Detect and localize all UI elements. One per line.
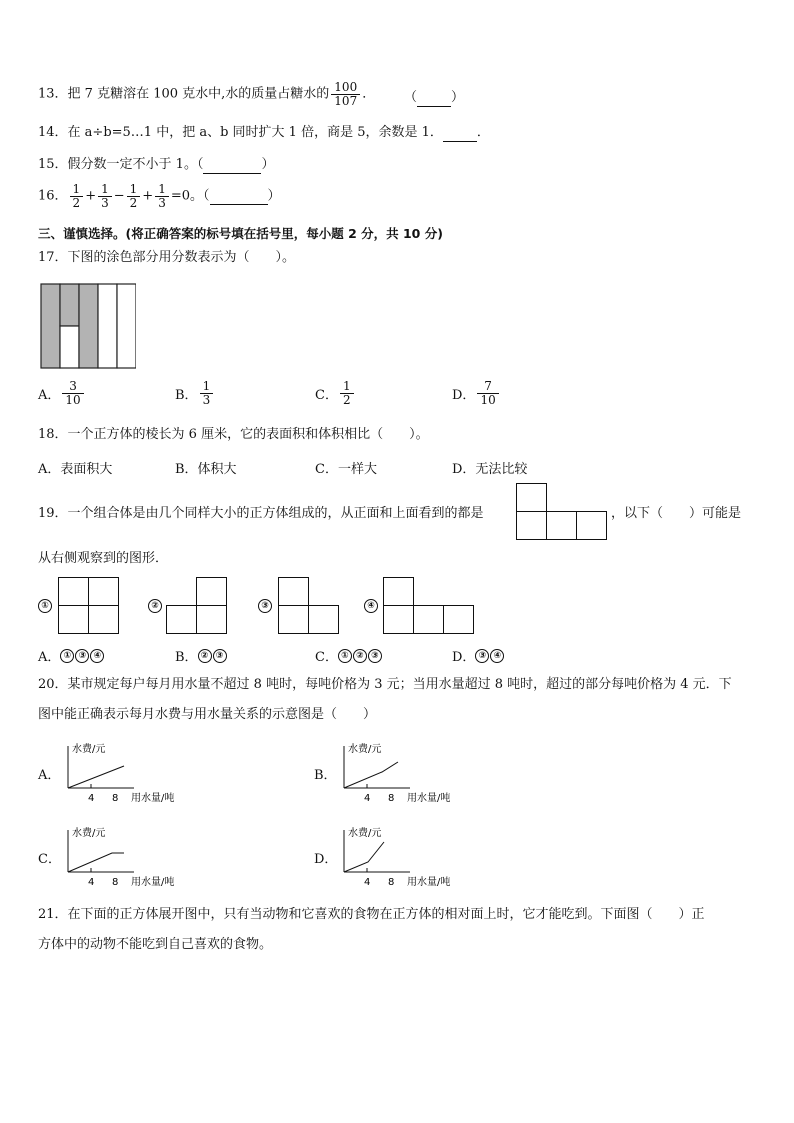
q16-f4-num: 1	[158, 182, 166, 196]
q13-paren-open: （	[404, 90, 418, 105]
q18-option-c[interactable]: C．一样大	[315, 462, 377, 477]
q16-f3-num: 1	[129, 182, 138, 196]
q15-end: ）	[261, 157, 275, 172]
q20-a-tick-8: 8	[112, 793, 119, 804]
q20-b-ylabel: 水费/元	[348, 744, 382, 755]
q19-line-1a: 19．一个组合体是由几个同样大小的正方体组成的，从正面和上面看到的都是	[38, 506, 484, 521]
q17-option-c[interactable]	[315, 380, 356, 407]
q17-a-letter: A．	[38, 388, 61, 403]
q16-label: 16．	[38, 188, 68, 204]
q18-option-b[interactable]: B．体积大	[175, 462, 237, 477]
q13-paren-close: ）	[451, 90, 465, 105]
question-17: 17．下图的涂色部分用分数表示为（ ）。	[38, 250, 296, 265]
q20-d-line	[344, 842, 384, 872]
q20-line-2: 图中能正确表示每月水费与用水量关系的示意图是（ ）	[38, 707, 377, 722]
q20-a-line	[68, 766, 124, 788]
q19-c-mark-2: ②	[353, 649, 367, 663]
q16-frac-2	[98, 183, 112, 210]
q20-graph-b-letter[interactable]: B．	[314, 768, 337, 783]
question-15	[38, 157, 274, 174]
q19-d-letter: D．	[452, 650, 476, 665]
q19-option-a[interactable]	[38, 646, 105, 665]
q14-end: ．	[476, 125, 490, 140]
q19-line-2: 从右侧观察到的图形．	[38, 551, 169, 566]
q20-c-tick-4: 4	[88, 877, 95, 888]
q20-d-ylabel: 水费/元	[348, 828, 382, 839]
q19-a-mark-1: ①	[60, 649, 74, 663]
q13-fraction	[331, 81, 360, 108]
q19-option-b[interactable]	[175, 646, 228, 665]
q20-line-1: 20．某市规定每户每月用水量不超过 8 吨时，每吨价格为 3 元；当用水量超过 8 吨时，超过的部分每吨价格为 4 元．下	[38, 677, 732, 692]
q16-op-2: −	[113, 188, 125, 204]
q17-a-den: 10	[62, 393, 83, 407]
q20-graph-a[interactable]	[62, 738, 202, 808]
q19-front-top-view-figure	[516, 483, 608, 540]
q20-graph-d-letter[interactable]: D．	[314, 852, 338, 867]
q19-figure-3[interactable]	[258, 577, 348, 637]
q16-tail: =0。（	[170, 188, 210, 204]
q14-answer-blank[interactable]	[443, 125, 477, 142]
q17-d-letter: D．	[452, 388, 476, 403]
q16-f3-den: 2	[127, 196, 141, 210]
q16-frac-1	[70, 183, 84, 210]
section-3-heading: 三、谨慎选择。(将正确答案的标号填在括号里，每小题 2 分，共 10 分)	[38, 226, 443, 241]
q20-a-tick-4: 4	[88, 793, 95, 804]
q19-b-mark-1: ②	[198, 649, 212, 663]
q17-cell-col2-bottom	[60, 326, 79, 368]
q17-b-num: 1	[202, 379, 211, 393]
q17-cell-col4	[98, 284, 117, 368]
q20-c-line	[68, 853, 124, 872]
q19-c-mark-1: ①	[338, 649, 352, 663]
q16-op-3: +	[142, 188, 154, 204]
q20-graph-d[interactable]	[338, 822, 478, 892]
q19-a-letter: A．	[38, 650, 61, 665]
q19-option-c[interactable]	[315, 646, 383, 665]
q16-f2-num: 1	[101, 182, 109, 196]
q20-a-xlabel: 用水量/吨	[131, 793, 175, 804]
q13-answer-paren[interactable]	[404, 90, 464, 107]
q20-b-tick-4: 4	[364, 793, 371, 804]
q21-line-1: 21．在下面的正方体展开图中，只有当动物和它喜欢的食物在正方体的相对面上时，它才能吃到。下面图（ ）正	[38, 907, 705, 922]
q19-c-letter: C．	[315, 650, 338, 665]
q13-fraction-numerator: 100	[334, 80, 358, 94]
q20-c-ylabel: 水费/元	[72, 828, 106, 839]
q19-figure-1-label: ①	[38, 599, 52, 613]
q20-c-tick-8: 8	[112, 877, 119, 888]
q20-d-xlabel: 用水量/吨	[407, 877, 451, 888]
question-13	[38, 81, 375, 108]
q17-d-fraction	[477, 380, 498, 407]
q19-figure-1[interactable]	[38, 577, 128, 637]
q19-line-1b: ，以下（ ）可能是	[611, 506, 742, 521]
q15-answer-blank[interactable]	[203, 157, 261, 174]
q20-d-tick-4: 4	[364, 877, 371, 888]
q17-option-b[interactable]	[175, 380, 215, 407]
q17-d-den: 10	[477, 393, 498, 407]
q17-option-a[interactable]	[38, 380, 86, 407]
q16-f1-num: 1	[72, 182, 81, 196]
q20-b-line	[344, 762, 398, 788]
q17-a-fraction	[62, 380, 83, 407]
q19-d-mark-1: ③	[475, 649, 489, 663]
q17-c-fraction	[340, 380, 354, 407]
q17-cell-col1	[41, 284, 60, 368]
q19-b-letter: B．	[175, 650, 198, 665]
q17-d-num: 7	[484, 379, 492, 393]
q21-line-2: 方体中的动物不能吃到自己喜欢的食物。	[38, 937, 273, 952]
q17-b-letter: B．	[175, 388, 198, 403]
q19-b-mark-2: ③	[213, 649, 227, 663]
q16-answer-blank[interactable]	[210, 188, 268, 205]
q19-c-mark-3: ③	[368, 649, 382, 663]
question-16	[38, 183, 281, 210]
q19-a-mark-3: ④	[90, 649, 104, 663]
q17-cell-col5	[117, 284, 136, 368]
q13-fraction-denominator: 107	[331, 94, 360, 108]
q17-b-fraction	[200, 380, 214, 407]
q16-op-1: +	[85, 188, 97, 204]
q14-text: 14．在 a÷b=5…1 中，把 a、b 同时扩大 1 倍，商是 5，余数是 1．	[38, 125, 443, 140]
q20-b-xlabel: 用水量/吨	[407, 793, 451, 804]
q13-answer-blank[interactable]	[417, 90, 451, 107]
q19-figure-2-label: ②	[148, 599, 162, 613]
q16-f4-den: 3	[155, 196, 169, 210]
q19-option-d[interactable]	[452, 646, 505, 665]
q18-option-d[interactable]: D．无法比较	[452, 462, 528, 477]
q19-figure-4[interactable]	[364, 577, 476, 637]
q20-a-ylabel: 水费/元	[72, 744, 106, 755]
q16-frac-4	[155, 183, 169, 210]
q20-b-tick-8: 8	[388, 793, 395, 804]
q20-graph-b[interactable]	[338, 738, 478, 808]
q13-prefix: 13．把 7 克糖溶在 100 克水中,水的质量占糖水的	[38, 86, 330, 102]
q20-d-tick-8: 8	[388, 877, 395, 888]
q20-graph-c-letter[interactable]: C．	[38, 852, 61, 867]
q17-figure-cells	[41, 284, 136, 368]
q17-b-den: 3	[200, 393, 214, 407]
q17-option-d[interactable]	[452, 380, 501, 407]
q16-f1-den: 2	[70, 196, 84, 210]
q20-c-xlabel: 用水量/吨	[131, 877, 175, 888]
q17-c-den: 2	[340, 393, 354, 407]
q17-shaded-figure	[40, 283, 136, 369]
q17-c-num: 1	[342, 379, 351, 393]
q20-graph-c[interactable]	[62, 822, 202, 892]
q19-figure-2[interactable]	[148, 577, 238, 637]
q19-d-mark-2: ④	[490, 649, 504, 663]
q20-graph-a-letter[interactable]: A．	[38, 768, 61, 783]
q19-figure-4-label: ④	[364, 599, 378, 613]
q19-a-mark-2: ③	[75, 649, 89, 663]
q15-text: 15．假分数一定不小于 1。（	[38, 157, 204, 172]
q16-f2-den: 3	[98, 196, 112, 210]
q17-cell-col3	[79, 284, 98, 368]
q16-end: ）	[267, 188, 281, 204]
q19-figure-3-label: ③	[258, 599, 272, 613]
q17-a-num: 3	[69, 379, 77, 393]
question-14	[38, 125, 490, 142]
q13-suffix: ．	[362, 86, 376, 102]
question-18: 18．一个正方体的棱长为 6 厘米，它的表面积和体积相比（ ）。	[38, 427, 429, 442]
q16-frac-3	[127, 183, 141, 210]
q17-cell-col2-top	[60, 284, 79, 326]
q18-option-a[interactable]: A．表面积大	[38, 462, 113, 477]
q17-c-letter: C．	[315, 388, 338, 403]
